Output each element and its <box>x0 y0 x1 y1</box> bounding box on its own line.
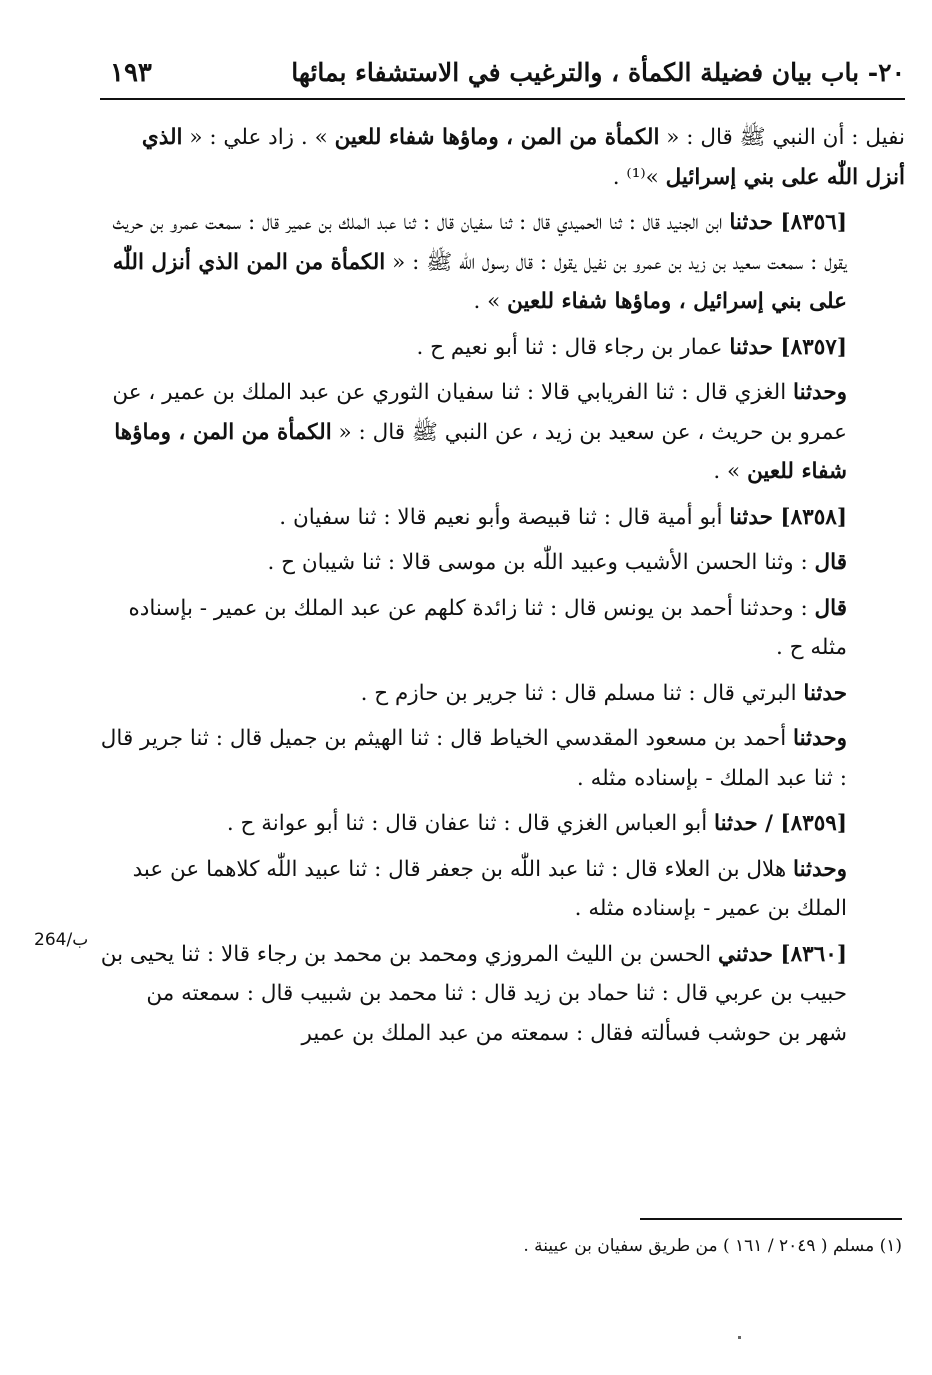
footnote: (١) مسلم ( ٢٠٤٩ / ١٦١ ) من طريق سفيان بن عيينة . <box>523 1236 902 1256</box>
text-run: الحسن بن الليث المروزي ومحمد بن محمد بن رجاء قالا : ثنا يحيى بن حبيب بن عربي قال : ثنا حماد بن زيد قال : ثنا محمد بن شبيب قال : سمعته من شهر بن حوشب فسألته فقال : سمعته من عبد الملك بن عمير <box>100 941 847 1046</box>
paragraph <box>100 935 905 1054</box>
text-run: » . <box>713 459 748 484</box>
bold-text: وحدثنا <box>793 726 847 751</box>
paragraph <box>100 118 905 197</box>
bold-text: الكمأة من المن الذي أنزل اللّٰه على بني إسرائيل ، وماؤها شفاء للعين <box>112 249 847 314</box>
bold-text: الكمأة من المن ، وماؤها شفاء للعين <box>334 125 660 150</box>
paragraph <box>100 203 905 322</box>
text-run: ابن الجنيد قال : ثنا الحميدي قال : ثنا سفيان قال : ثنا عبد الملك بن عمير قال : سمعت عمرو بن حريث يقول : سمعت سعيد بن زيد بن عمرو بن نفيل يقول : قال رسول اللّٰه ﷺ : « <box>112 210 847 275</box>
text-run: البرتي قال : ثنا مسلم قال : ثنا جرير بن حازم ح . <box>360 680 804 706</box>
bold-text: وحدثنا <box>793 856 847 882</box>
manuscript-folio-note: 264/ب <box>34 930 89 950</box>
text-run: » . <box>473 289 508 314</box>
paragraph <box>100 328 905 368</box>
text-run: » . زاد علي : « <box>182 125 335 150</box>
text-run: أحمد بن مسعود المقدسي الخياط قال : ثنا الهيثم بن جميل قال : ثنا جرير قال : ثنا عبد الملك - بإسناده مثله . <box>100 726 847 791</box>
print-mark <box>738 1336 741 1339</box>
chapter-title: ٢٠- باب بيان فضيلة الكمأة ، والترغيب في الاستشفاء بمائها <box>291 58 905 87</box>
text-run: أبو العباس الغزي قال : ثنا عفان قال : ثنا أبو عوانة ح . <box>226 811 715 836</box>
bold-text: وحدثنا <box>793 380 847 405</box>
text-run: : وحدثنا أحمد بن يونس قال : ثنا زائدة كلهم عن عبد الملك بن عمير - بإسناده مثله ح . <box>128 595 847 660</box>
bold-text: الذي أنزل اللّٰه على بني إسرائيل <box>141 125 905 190</box>
bold-text: [٨٣٥٦] حدثنا <box>729 210 847 235</box>
bold-text: [٨٣٥٨] حدثنا <box>729 504 847 530</box>
footnote-separator <box>640 1218 902 1220</box>
page-number: ١٩٣ <box>110 58 152 88</box>
paragraph <box>100 373 905 492</box>
paragraph <box>100 543 905 583</box>
text-run: الغزي قال : ثنا الفريابي قالا : ثنا سفيان الثوري عن عبد الملك بن عمير ، عن عمرو بن حريث ، عن سعيد بن زيد ، عن النبي ﷺ قال : « <box>112 380 847 445</box>
paragraph <box>100 804 905 844</box>
paragraph <box>100 498 905 538</box>
text-run: أبو أمية قال : ثنا قبيصة وأبو نعيم قالا : ثنا سفيان . <box>279 504 730 530</box>
hadith-text <box>100 118 905 1059</box>
text-run: : وثنا الحسن الأشيب وعبيد اللّٰه بن موسى قالا : ثنا شيبان ح . <box>267 550 815 575</box>
paragraph <box>100 674 905 714</box>
text-run: »⁽¹⁾ . <box>612 164 666 190</box>
page-header <box>100 50 905 100</box>
text-run: هلال بن العلاء قال : ثنا عبد اللّٰه بن جعفر قال : ثنا عبيد اللّٰه كلاهما عن عبد الملك بن عمير - بإسناده مثله . <box>132 856 847 921</box>
text-run: نفيل : أن النبي ﷺ قال : « <box>659 125 905 150</box>
bold-text: حدثنا <box>803 680 847 706</box>
bold-text: [٨٣٦٠] حدثني <box>717 941 847 967</box>
text-run: عمار بن رجاء قال : ثنا أبو نعيم ح . <box>416 334 730 360</box>
bold-text: الكمأة من المن ، وماؤها شفاء للعين <box>114 419 847 484</box>
bold-text: قال <box>814 550 847 575</box>
bold-text: [٨٣٥٩] / حدثنا <box>714 811 847 836</box>
bold-text: قال <box>814 595 847 621</box>
paragraph <box>100 719 905 798</box>
paragraph <box>100 589 905 668</box>
paragraph <box>100 850 905 929</box>
bold-text: [٨٣٥٧] حدثنا <box>729 334 847 360</box>
